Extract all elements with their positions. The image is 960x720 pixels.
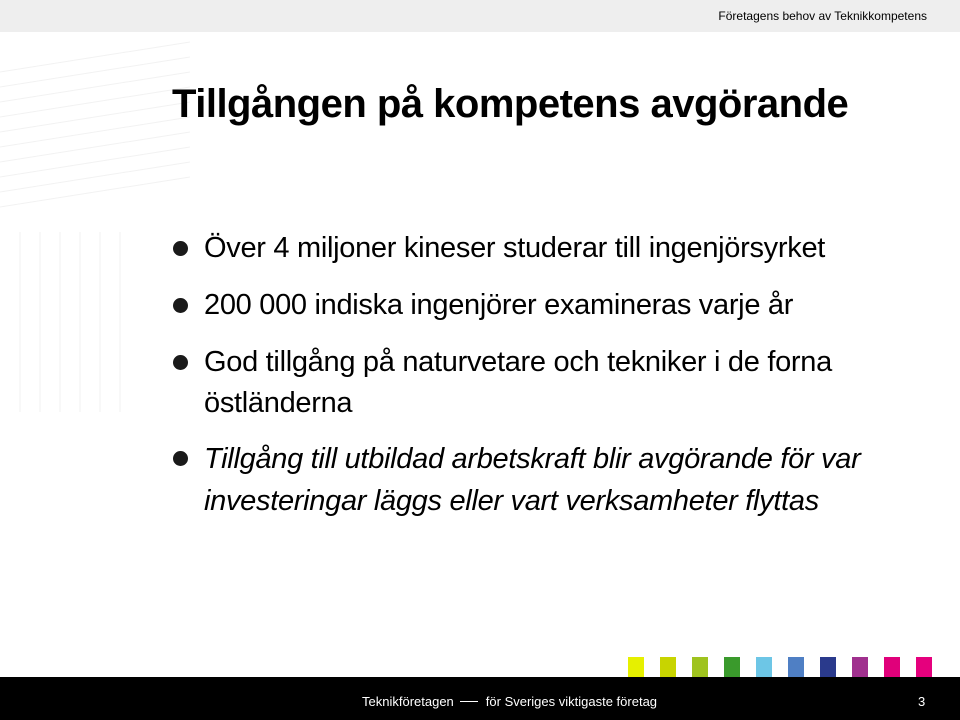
bullet-dot-icon bbox=[173, 241, 188, 256]
bullet-text: Över 4 miljoner kineser studerar till ingenjörsyrket bbox=[204, 232, 826, 264]
bullet-item bbox=[172, 342, 892, 424]
bullet-dot-icon bbox=[173, 298, 188, 313]
footer-bar bbox=[0, 677, 960, 720]
color-square bbox=[788, 657, 804, 677]
color-square bbox=[660, 657, 676, 677]
footer-org: Teknikföretagen bbox=[362, 694, 454, 709]
bullet-item bbox=[172, 228, 892, 269]
footer-tagline bbox=[362, 694, 657, 709]
color-square bbox=[692, 657, 708, 677]
color-square bbox=[852, 657, 868, 677]
bullet-text: 200 000 indiska ingenjörer examineras varje år bbox=[204, 289, 794, 321]
bullet-list bbox=[172, 228, 892, 522]
bullet-dot-icon bbox=[173, 355, 188, 370]
color-square bbox=[724, 657, 740, 677]
bullet-text: God tillgång på naturvetare och tekniker i de forna östländerna bbox=[204, 346, 832, 419]
footer-tagline-text: för Sveriges viktigaste företag bbox=[485, 694, 658, 709]
slide-title: Tillgången på kompetens avgörande bbox=[172, 82, 849, 126]
color-square bbox=[916, 657, 932, 677]
color-square bbox=[820, 657, 836, 677]
footer-separator bbox=[460, 701, 478, 702]
color-square bbox=[756, 657, 772, 677]
color-square bbox=[884, 657, 900, 677]
header-text: Företagens behov av Teknikkompetens bbox=[718, 9, 927, 23]
bullet-item bbox=[172, 438, 892, 522]
color-square bbox=[628, 657, 644, 677]
bullet-dot-icon bbox=[173, 451, 188, 466]
bullet-text: Tillgång till utbildad arbetskraft blir avgörande för var investeringar läggs eller vart verksamheter flyttas bbox=[204, 443, 861, 517]
page-number: 3 bbox=[918, 694, 926, 709]
bullet-item bbox=[172, 285, 892, 326]
